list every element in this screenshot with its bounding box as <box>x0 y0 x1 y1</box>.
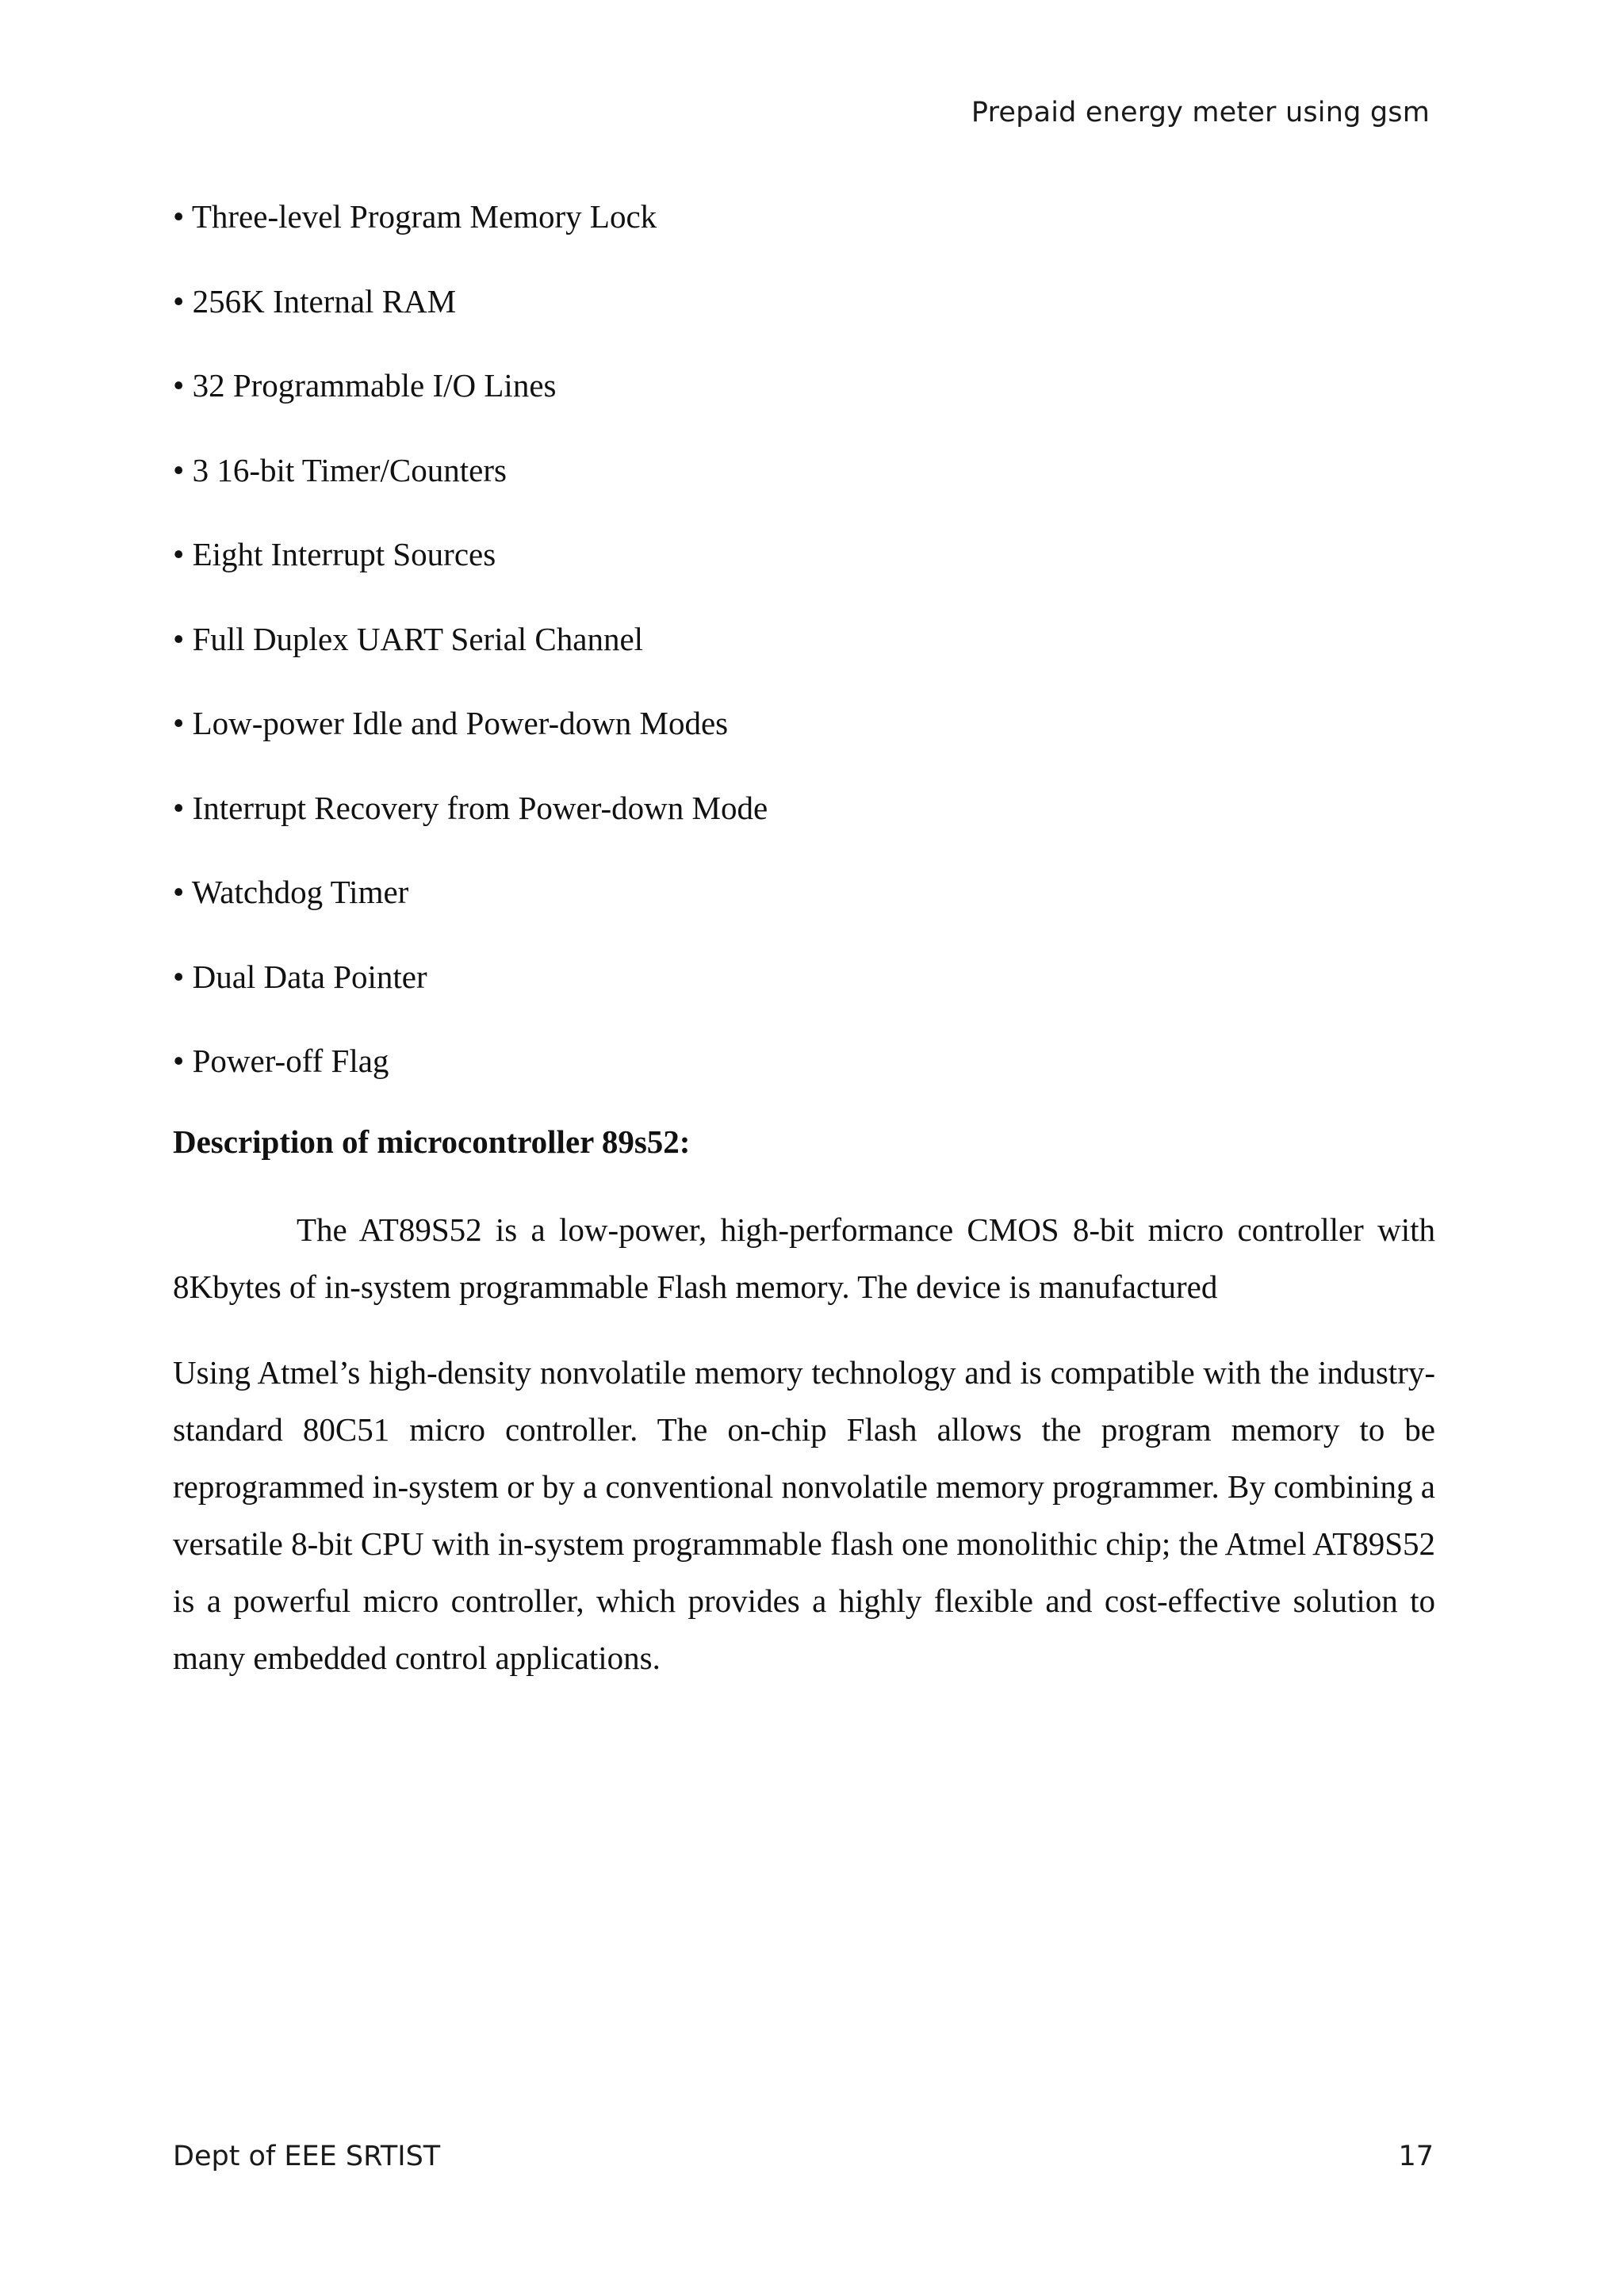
feature-item-watchdog-timer: • Watchdog Timer <box>173 874 409 910</box>
feature-item-interrupt-sources: • Eight Interrupt Sources <box>173 536 496 572</box>
feature-item-timer-counters: • 3 16-bit Timer/Counters <box>173 451 507 488</box>
running-header: Prepaid energy meter using gsm <box>971 97 1430 128</box>
feature-item-power-modes: • Low-power Idle and Power-down Modes <box>173 705 729 741</box>
description-paragraph-1: The AT89S52 is a low-power, high-performance CMOS 8-bit micro controller with 8Kbytes of in-system programmable Flash memory. The device is manufactured <box>173 1211 1435 1305</box>
section-heading: Description of microcontroller 89s52: <box>173 1123 691 1160</box>
feature-item-power-off-flag: • Power-off Flag <box>173 1043 389 1079</box>
feature-item-uart-channel: • Full Duplex UART Serial Channel <box>173 620 644 657</box>
feature-item-io-lines: • 32 Programmable I/O Lines <box>173 367 557 404</box>
footer-department: Dept of EEE SRTIST <box>173 2141 441 2172</box>
feature-item-interrupt-recovery: • Interrupt Recovery from Power-down Mode <box>173 789 768 826</box>
feature-item-dual-data-pointer: • Dual Data Pointer <box>173 958 427 995</box>
feature-item-program-memory-lock: • Three-level Program Memory Lock <box>173 198 657 235</box>
feature-list <box>173 193 768 1123</box>
footer-page-number: 17 <box>1398 2141 1434 2172</box>
feature-item-internal-ram: • 256K Internal RAM <box>173 282 457 320</box>
description-paragraph-2: Using Atmel’s high-density nonvolatile memory technology and is compatible with the industry-standard 80C51 micro controller. The on-chip Flash allows the program memory to be reprogrammed in-system or by a conventional nonvolatile memory programmer. By combining a versatile 8-bit CPU with in-system programmable flash one monolithic chip; the Atmel AT89S52 is a powerful micro controller, which provides a highly flexible and cost-effective solution to many embedded control applications. <box>173 1354 1435 1676</box>
